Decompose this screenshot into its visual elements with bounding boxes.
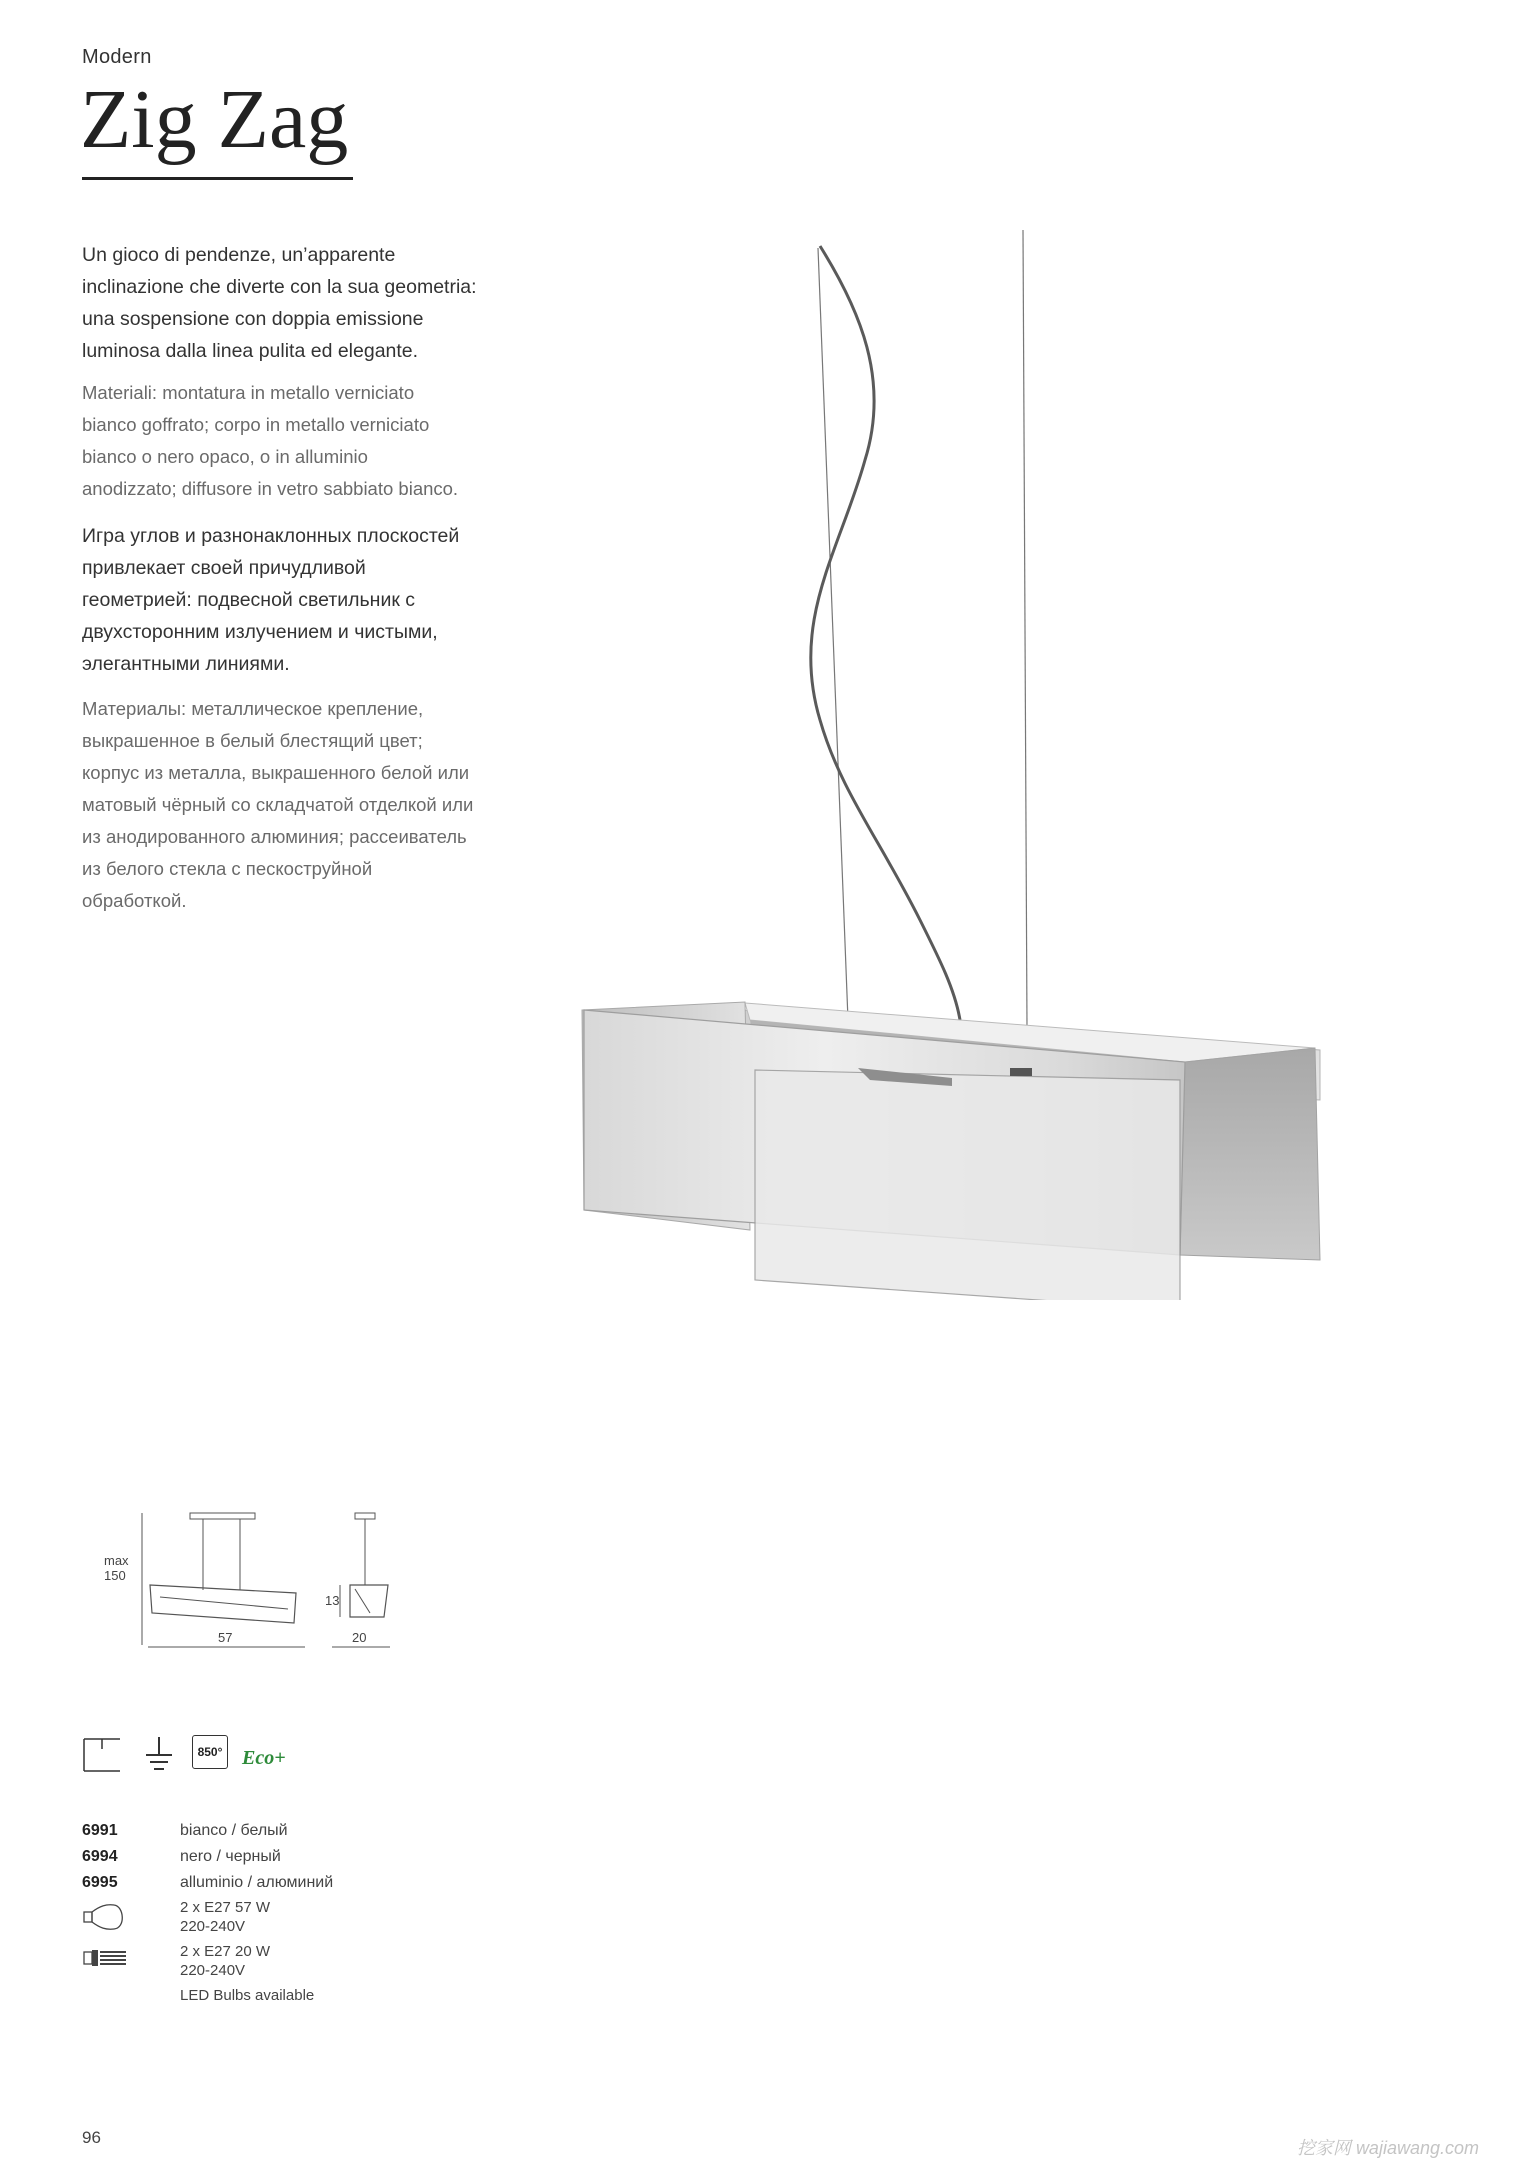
- dim-height-value: 150: [104, 1568, 126, 1583]
- ground-class-icon: [142, 1735, 176, 1775]
- text-line: bianco o nero opaco, o in alluminio: [82, 446, 368, 467]
- bulb-spec-line: 2 x E27 57 W: [180, 1899, 271, 1916]
- text-line: inclinazione che diverte con la sua geometria:: [82, 276, 477, 298]
- dim-depth-value: 20: [352, 1630, 367, 1645]
- description-russian: [82, 520, 542, 680]
- variant-code: 6995: [82, 1874, 118, 1891]
- dimension-drawing: [100, 1505, 400, 1675]
- text-line: геометрией: подвесной светильник с: [82, 589, 416, 611]
- text-line: из белого стекла с пескоструйной: [82, 858, 373, 879]
- text-line: выкрашенное в белый блестящий цвет;: [82, 730, 423, 751]
- variant-code: 6991: [82, 1822, 118, 1839]
- text-line: из анодированного алюминия; рассеиватель: [82, 826, 467, 847]
- page-number: 96: [82, 2128, 101, 2147]
- eco-label: Eco+: [242, 1747, 286, 1769]
- fluorescent-bulb-icon: [82, 1946, 128, 1970]
- suspension-wire: [818, 248, 848, 1020]
- bulb-voltage-line: 220-240V: [180, 1918, 246, 1935]
- text-line: bianco goffrato; corpo in metallo verniciato: [82, 414, 430, 435]
- bulb-spec-line: 2 x E27 20 W: [180, 1943, 271, 1960]
- description-italian: [82, 239, 542, 367]
- materials-russian: [82, 693, 542, 917]
- bulb-voltage-line: 220-240V: [180, 1962, 246, 1979]
- led-note: LED Bulbs available: [180, 1987, 315, 2004]
- lamp-end-cap-right: [1180, 1048, 1320, 1260]
- lamp-tilted-panel: [755, 1070, 1180, 1300]
- dim-max-label: max: [104, 1553, 129, 1568]
- text-line: корпус из металла, выкрашенного белой или: [82, 762, 470, 783]
- bulb-text: [180, 1942, 270, 1980]
- dim-canopy: [190, 1513, 255, 1519]
- text-line: матовый чёрный со складчатой отделкой или: [82, 794, 474, 815]
- dim-body-height-value: 13: [325, 1593, 340, 1608]
- temperature-badge-text: 850°: [197, 1745, 223, 1759]
- dim-width-value: 57: [218, 1630, 233, 1645]
- dim-side-canopy: [355, 1513, 375, 1519]
- product-title: Zig Zag: [80, 73, 349, 166]
- dim-lamp-front: [150, 1585, 296, 1623]
- dim-lamp-split: [160, 1597, 288, 1609]
- dim-side-split: [355, 1589, 370, 1613]
- text-line: Materiali: montatura in metallo verniciato: [82, 382, 415, 403]
- lamp-wire-clamp: [1010, 1068, 1032, 1076]
- bulb-text: [180, 1898, 270, 1936]
- title-underline: [82, 177, 353, 180]
- suspension-wire: [1023, 230, 1027, 1028]
- category-label: Modern: [82, 46, 152, 68]
- variant-finish: bianco / белый: [180, 1822, 288, 1839]
- text-line: обработкой.: [82, 890, 187, 911]
- text-line: Un gioco di pendenze, un’apparente: [82, 244, 396, 266]
- text-line: привлекает своей причудливой: [82, 557, 366, 579]
- text-line: luminosa dalla linea pulita ed elegante.: [82, 340, 419, 362]
- incandescent-bulb-icon: [82, 1902, 128, 1932]
- text-line: элегантными линиями.: [82, 653, 290, 675]
- ceiling-suspension-icon: [82, 1735, 122, 1775]
- variant-code: 6994: [82, 1848, 118, 1865]
- text-line: двухсторонним излучением и чистыми,: [82, 621, 438, 643]
- variant-finish: alluminio / алюминий: [180, 1874, 334, 1891]
- product-image-pendant-lamp: [560, 220, 1360, 1300]
- variant-finish: nero / черный: [180, 1848, 281, 1865]
- text-line: anodizzato; diffusore in vetro sabbiato bianco.: [82, 478, 459, 499]
- watermark: 挖家网 wajiawang.com: [1296, 2138, 1479, 2158]
- text-line: Материалы: металлическое крепление,: [82, 698, 424, 719]
- materials-italian: [82, 377, 542, 505]
- text-line: Игра углов и разнонаклонных плоскостей: [82, 525, 460, 547]
- text-line: una sospensione con doppia emissione: [82, 308, 424, 330]
- temperature-badge: [192, 1735, 228, 1769]
